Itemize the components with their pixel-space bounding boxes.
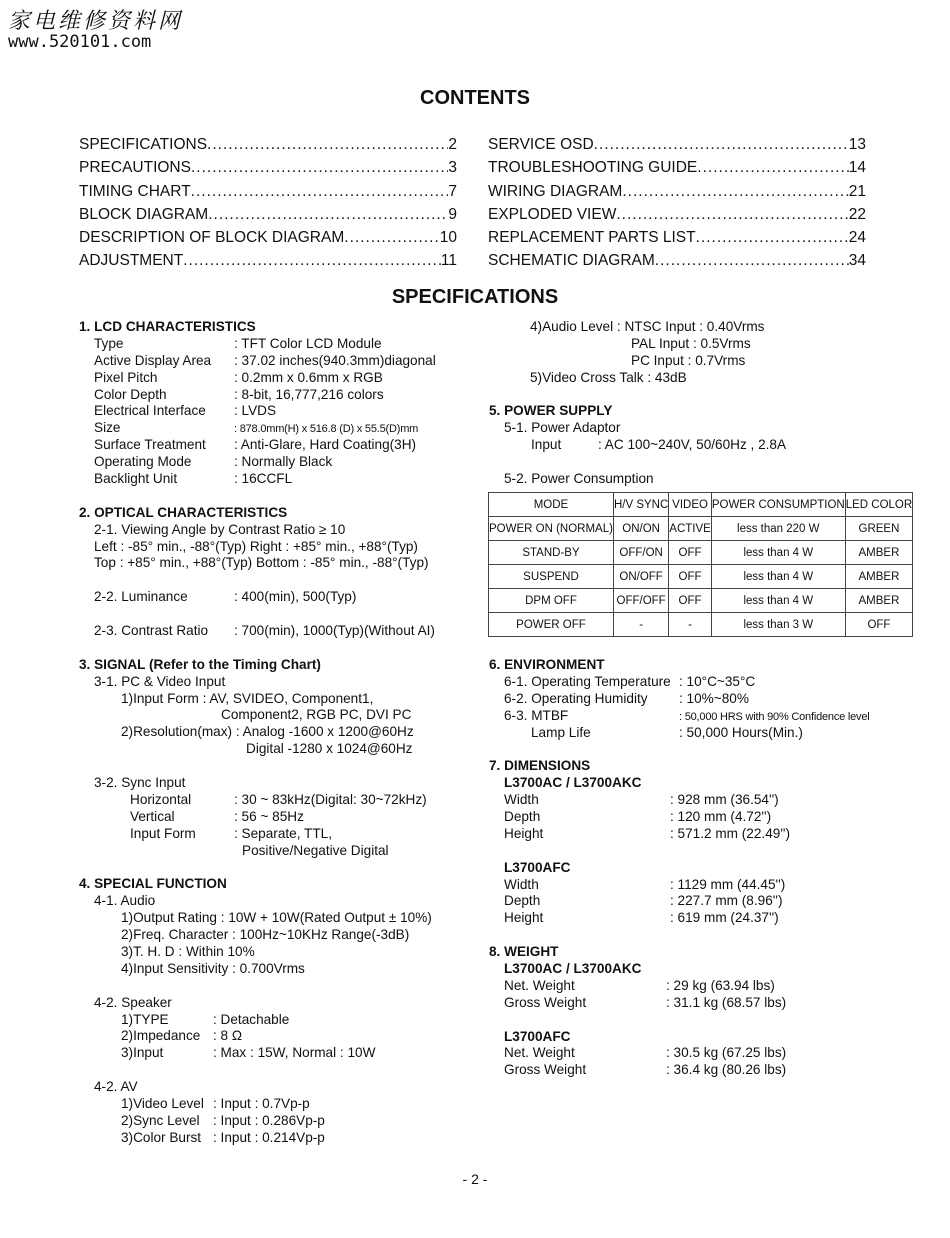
contents-title: CONTENTS (420, 87, 530, 109)
section-heading: 1. LCD CHARACTERISTICS (79, 319, 256, 334)
contents-right-column (488, 133, 866, 273)
toc-entry[interactable]: WIRING DIAGRAM ..... 21 (488, 180, 866, 203)
table-row: SUSPEND ON/OFF OFF less than 4 W AMBER (489, 565, 913, 589)
table-row: DPM OFF OFF/OFF OFF less than 4 W AMBER (489, 589, 913, 613)
specifications-title: SPECIFICATIONS (391, 286, 559, 308)
section-heading: 5. POWER SUPPLY (489, 403, 613, 419)
toc-entry[interactable]: DESCRIPTION OF BLOCK DIAGRAM ..... 10 (79, 226, 457, 249)
contents-left-column (79, 133, 457, 273)
section-heading: 4. SPECIAL FUNCTION (79, 876, 227, 892)
power-consumption-table (488, 492, 913, 637)
toc-entry[interactable]: TROUBLESHOOTING GUIDE ..... 14 (488, 156, 866, 179)
toc-entry[interactable]: EXPLODED VIEW ..... 22 (488, 203, 866, 226)
toc-entry[interactable]: SERVICE OSD ..... 13 (488, 133, 866, 156)
toc-entry[interactable]: TIMING CHART ..... 7 (79, 180, 457, 203)
section-heading: 3. SIGNAL (Refer to the Timing Chart) (79, 656, 321, 672)
spec-left-column: 1. LCD CHARACTERISTICS Type : TFT Color LCD Module Active Display Area : 37.02 inches(940.3mm)diagonal Pixel Pitch : 0.2mm x 0.6mm x RGB Color Depth : 8-bit, 16,777,216 colors Electrical Interface : LVDS Size : 878.0mm(H) x 516.8 (D) x 55.5(D)mm Surface Treatment : Anti-Glare, Hard Coating(3H) Operating Mode : Normally Black Backlight Unit : 16CCFL 2. OPTICAL CHARACTERISTICS 2-1. Viewing Angle by Contrast Ratio ≥ 10 Left : -85° min., -88°(Typ) Right : +85° min., +88°(Typ) Top : +85° min., +88°(Typ) Bottom : -85° min., -88°(Typ) 2-2. Luminance : 400(min), 500(Typ) 2-3. Contrast Ratio : 700(min), 1000(Typ)(Without AI) 3. SIGNAL (Refer to the Timing Chart) 3-1. PC & Video Input 1)Input Form : AV, SVIDEO, Component1, Component2, RGB PC, DVI PC 2)Resolution(max) : Analog -1600 x 1200@60Hz Digital -1280 x 1024@60Hz 3-2. Sync Input Horizontal : 30 ~ 83kHz(Digital: 30~72kHz) Vertical : 56 ~ 85Hz Input Form : Separate, TTL, Positive/Negative Digital 4. SPECIAL FUNCTION 4-1. Audio 1)Output Rating : 10W + 10W(Rated Output ± 10%) 2)Freq. Character : 100Hz~10KHz Range(-3dB) 3)T. H. D : Within 10% 4)Input Sensitivity : 0.700Vrms 4-2. Speaker 1)TYPE : Detachable 2)Impedance : 8 Ω 3)Input : Max : 15W, Normal : 10W 4-2. AV 1)Video Level : Input : 0.7Vp-p 2)Sync Level : Input : 0.286Vp-p 3)Color Burst : Input : 0.214Vp-p (79, 319, 479, 1147)
section-heading: 7. DIMENSIONS (489, 758, 591, 774)
toc-entry[interactable]: SCHEMATIC DIAGRAM ..... 34 (488, 249, 866, 272)
table-row: POWER ON (NORMAL) ON/ON ACTIVE less than 220 W GREEN (489, 517, 913, 541)
section-heading: 2. OPTICAL CHARACTERISTICS (79, 504, 288, 520)
toc-entry[interactable]: REPLACEMENT PARTS LIST ..... 24 (488, 226, 866, 249)
table-row: POWER OFF - - less than 3 W OFF (489, 613, 913, 637)
toc-entry[interactable]: ADJUSTMENT ..... 11 (79, 249, 457, 272)
section-heading: 6. ENVIRONMENT (489, 657, 605, 672)
toc-entry[interactable]: SPECIFICATIONS ..... 2 (79, 133, 457, 156)
spec-right-column: 4)Audio Level : NTSC Input : 0.40Vrms PAL Input : 0.5Vrms PC Input : 0.7Vrms 5)Video Cross Talk : 43dB 5. POWER SUPPLY 5-1. Power Adaptor Input : AC 100~240V, 50/60Hz , 2.8A 5-2. Power Consumption (489, 319, 889, 488)
table-header-row: MODE H/V SYNC VIDEO POWER CONSUMPTION LED COLOR (489, 493, 913, 517)
watermark-title: 家电维修资料网 (8, 9, 184, 34)
page-number: - 2 - (462, 1171, 488, 1187)
toc-entry[interactable]: PRECAUTIONS ..... 3 (79, 156, 457, 179)
watermark-url: www.520101.com (8, 32, 152, 52)
spec-right-column-lower: 6. ENVIRONMENT 6-1. Operating Temperature : 10°C~35°C 6-2. Operating Humidity : 10%~80% 6-3. MTBF : 50,000 HRS with 90% Confidence level Lamp Life : 50,000 Hours(Min.) 7. DIMENSIONS L3700AC / L3700AKC Width : 928 mm (36.54'') Depth : 120 mm (4.72'') Height : 571.2 mm (22.49'') L3700AFC Width : 1129 mm (44.45'') Depth : 227.7 mm (8.96'') Height : 619 mm (24.37'') 8. WEIGHT L3700AC / L3700AKC Net. Weight : 29 kg (63.94 lbs) Gross Weight : 31.1 kg (68.57 lbs) L3700AFC Net. Weight : 30.5 kg (67.25 lbs) Gross Weight : 36.4 kg (80.26 lbs) (489, 657, 919, 1079)
table-row: STAND-BY OFF/ON OFF less than 4 W AMBER (489, 541, 913, 565)
section-heading: 8. WEIGHT (489, 944, 559, 960)
toc-entry[interactable]: BLOCK DIAGRAM ..... 9 (79, 203, 457, 226)
